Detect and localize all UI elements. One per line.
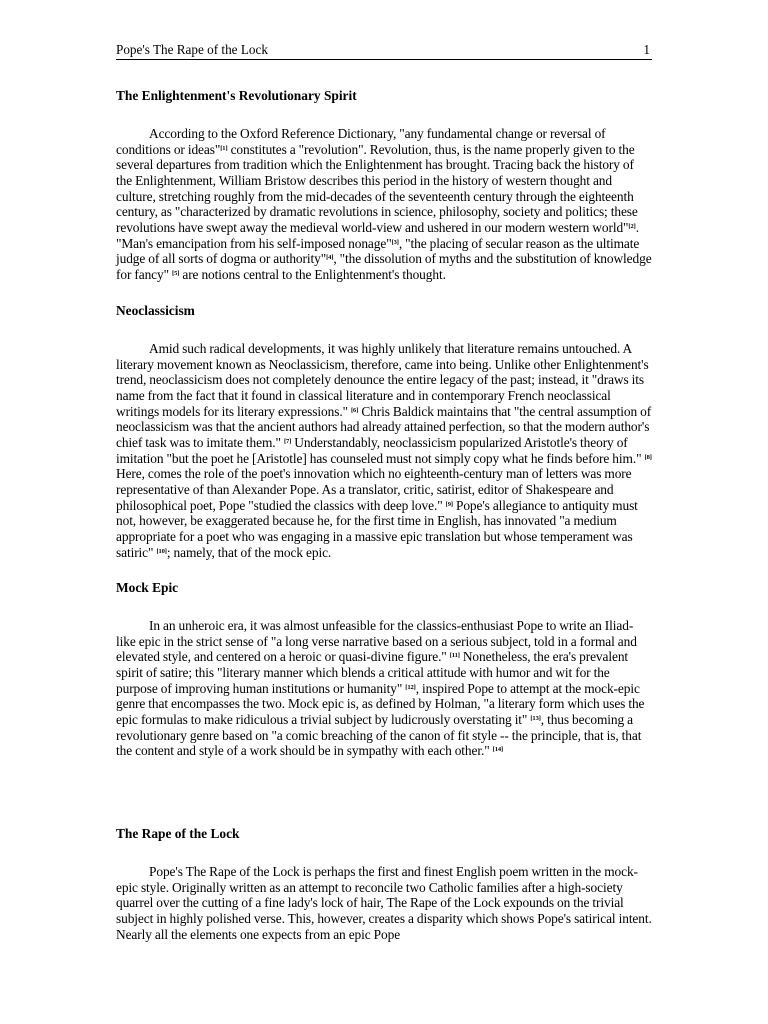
footnote-marker[interactable]: [4] [326, 254, 334, 262]
footnote-marker[interactable]: [10] [156, 547, 167, 555]
footnote-marker[interactable]: [9] [445, 500, 453, 508]
footnote-marker[interactable]: [3] [391, 238, 399, 246]
footnote-marker[interactable]: [6] [350, 406, 359, 414]
text-run: In an unheroic era, it was almost unfeasible for the classics-enthusiast Pope to write an Iliad-like epic in the strict sense of "a long verse narrative based on a serious subject, told in a formal and elevated style, and centered on a heroic or quasi-divine figure." [116, 618, 637, 665]
footnote-marker[interactable]: [5] [172, 269, 180, 277]
footnote-marker[interactable]: [12] [405, 683, 416, 691]
text-run: constitutes a "revolution". Revolution, thus, is the name properly given to the several departures from tradition which the Enlightenment has brought. Tracing back the history of the Enlightenment, William Bristow describes this period in the history of western thought and culture, stretching roughly from the mid-decades of the seventeenth century through the eighteenth century, as "characterized by dramatic revolutions in science, philosophy, society and politics; these revolutions have swept away the medieval world-view and ushered in our modern western world" [116, 141, 638, 235]
text-run: . "Man's emancipation from his self-imposed nonage" [116, 219, 639, 251]
footnote-marker[interactable]: [13] [530, 714, 541, 722]
page-number: 1 [643, 42, 650, 57]
footnote-marker[interactable]: [11] [449, 652, 460, 660]
section-rape-of-the-lock [116, 826, 652, 942]
section-heading: The Rape of the Lock [116, 826, 240, 841]
text-run: Here, comes the role of the poet's innovation which no eighteenth-century man of letters was more representative of than Alexander Pope. As a translator, critic, satirist, editor of Shakespeare and philosophical poet, Pope "studied the classics with deep love." [116, 466, 632, 513]
text-run: Amid such radical developments, it was highly unlikely that literature remains untouched. A literary movement known as Neoclassicism, therefore, came into being. Unlike other Enlightenment's trend, neoclassicism does not completely denounce the entire legacy of the past; instead, it "draws its name from the fact that it found in classical literature and in contemporary French neoclassical writings models for its literary expressions." [116, 341, 649, 419]
section-heading: The Enlightenment's Revolutionary Spirit [116, 88, 357, 103]
footnote-marker[interactable]: [7] [283, 437, 292, 445]
section-enlightenment [116, 88, 652, 283]
section-heading: Mock Epic [116, 580, 179, 595]
footnote-marker[interactable]: [2] [628, 222, 636, 230]
section-paragraph [116, 341, 652, 560]
running-title: Pope's The Rape of the Lock [116, 42, 268, 57]
section-mock-epic [116, 580, 652, 759]
text-run: Pope's allegiance to antiquity must not, however, be exaggerated because he, for the first time in English, has innovated "a medium appropriate for a poet who was engaging in a massive epic translation but whose temperament was satiric" [116, 497, 638, 560]
text-run: ; namely, that of the mock epic. [166, 544, 332, 560]
section-paragraph [116, 126, 652, 283]
text-run: , "the dissolution of myths and the substitution of knowledge for fancy" [116, 251, 652, 282]
text-run: , "the placing of secular reason as the ultimate judge of all sorts of dogma or authority" [116, 235, 640, 267]
section-neoclassicism [116, 303, 652, 560]
section-paragraph [116, 864, 652, 942]
text-run: , inspired Pope to attempt at the mock-epic genre that encompasses the two. Mock epic is, as defined by Holman, "a literary form which uses the epic formulas to make ridiculous a trivial subject by ludicrously overstating it" [116, 680, 645, 727]
text-run: Chris Baldick maintains that "the central assumption of neoclassicism was that the ancient authors had already attained perfection, so that the modern author's chief task was to imitate them." [116, 403, 652, 450]
text-run: Understandably, neoclassicism popularized Aristotle's theory of imitation "but the poet he [Aristotle] has counseled must not simply copy what he finds before him." [116, 434, 645, 466]
section-heading: Neoclassicism [116, 303, 195, 318]
footnote-marker[interactable]: [8] [644, 453, 652, 461]
text-run: Nonetheless, the era's prevalent spirit of satire; this "literary manner which blends a critical attitude with humor and wit for the purpose of improving human institutions or humanity" [116, 649, 629, 696]
footnote-marker[interactable]: [1] [220, 144, 228, 152]
text-run: , thus becoming a revolutionary genre based on "a comic breaching of the canon of fit style -- the principle, that is, that the content and style of a work should be in sympathy with each other." [116, 711, 642, 759]
text-run: are notions central to the Enlightenment's thought. [179, 266, 446, 282]
running-header [116, 42, 652, 60]
section-paragraph [116, 618, 652, 759]
text-run: Pope's The Rape of the Lock is perhaps the first and finest English poem written in the mock-epic style. Originally written as an attempt to reconcile two Catholic families after a high-society quarrel over the cutting of a fine lady's lock of hair, The Rape of the Lock expounds on the trivial subject in highly polished verse. This, however, creates a disparity which shows Pope's satirical intent. Nearly all the elements one expects from an epic Pope [116, 864, 652, 942]
footnote-marker[interactable]: [14] [492, 746, 504, 754]
text-run: According to the Oxford Reference Dictionary, "any fundamental change or reversal of conditions or ideas" [116, 126, 606, 157]
